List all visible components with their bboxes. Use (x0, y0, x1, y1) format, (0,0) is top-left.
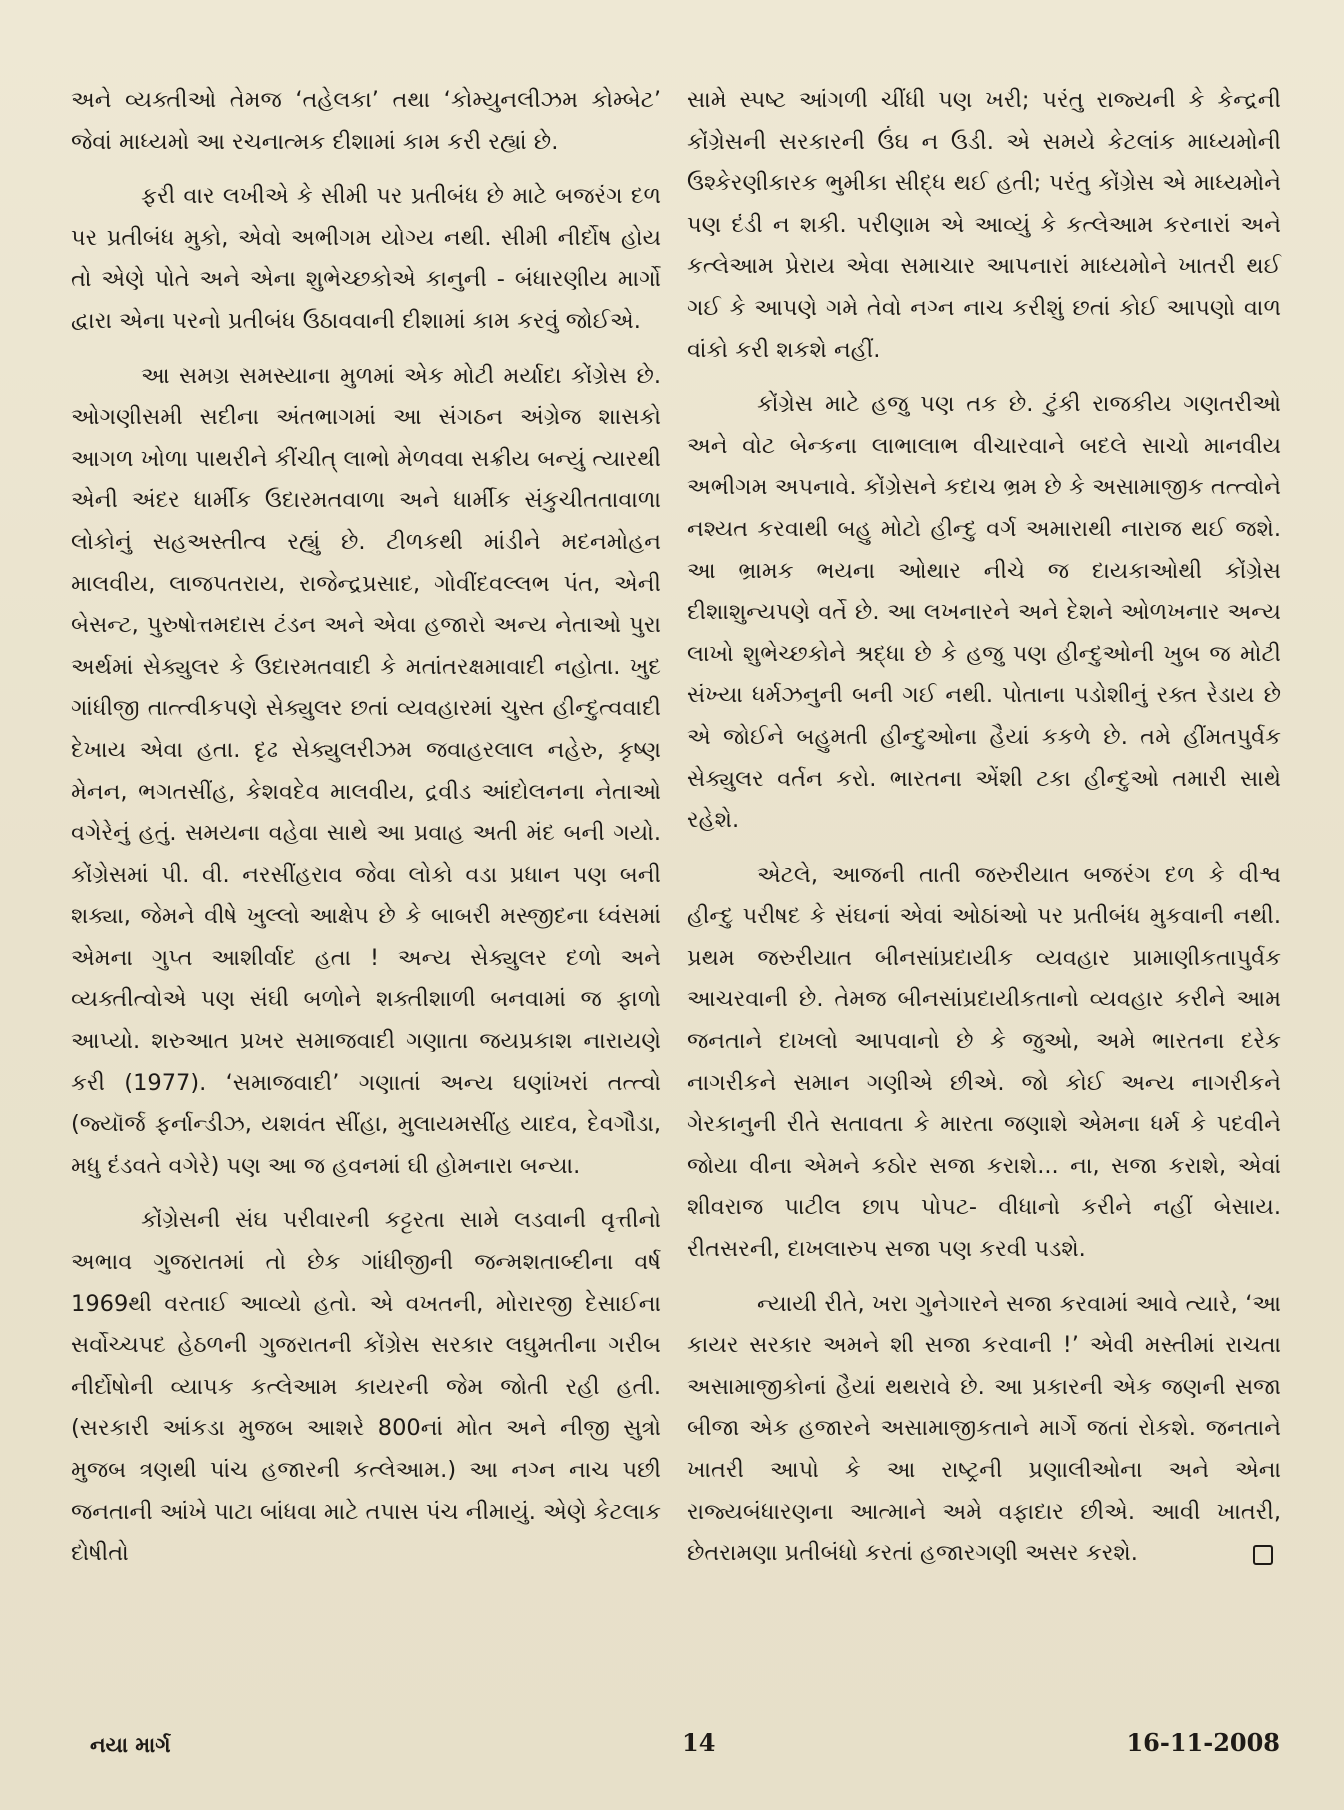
paragraph-final (687, 1284, 1281, 1575)
paragraph: એટલે, આજની તાતી જરુરીયાત બજરંગ દળ કે વીશ્વ હીન્દુ પરીષદ કે સંઘનાં એવાં ઓઠાંઓ પર પ્રતીબંધ મુકવાની નથી. પ્રથમ જરુરીયાત બીનસાંપ્રદાયીક વ્યવહાર પ્રામાણીકતાપુર્વક આચરવાની છે. તેમજ બીનસાંપ્રદાયીકતાનો વ્યવહાર કરીને આમ જનતાને દાખલો આપવાનો છે કે જુઓ, અમે ભારતના દરેક નાગરીકને સમાન ગણીએ છીએ. જો કોઈ અન્ય નાગરીકને ગેરકાનુની રીતે સતાવતા કે મારતા જણાશે એમના ધર્મ કે પદવીને જોયા વીના એમને કઠોર સજા કરાશે... ના, સજા કરાશે, એવાં શીવરાજ પાટીલ છાપ પોપટ- વીધાનો કરીને નહીં બેસાય. રીતસરની, દાખલારુપ સજા પણ કરવી પડશે. (687, 861, 1281, 1263)
publication-name: નયા માર્ગ (90, 1732, 171, 1757)
paragraph-final-text: ન્યાયી રીતે, ખરા ગુનેગારને સજા કરવામાં આવે ત્યારે, ‘આ કાયર સરકાર અમને શી સજા કરવાની !’ એવી મસ્તીમાં રાચતા અસામાજીકોનાં હૈયાં થથરાવે છે. આ પ્રકારની એક જણની સજા બીજા એક હજારને અસામાજીકતાને માર્ગે જતાં રોકશે. જનતાને ખાતરી આપો કે આ રાષ્ટ્રની પ્રણાલીઓના અને એના રાજ્યબંધારણના આત્માને અમે વફાદાર છીએ. આવી ખાતરી, છેતરામણા પ્રતીબંધો કરતાં હજારગણી અસર કરશે. (687, 1290, 1281, 1567)
end-of-article-icon (1253, 1545, 1273, 1565)
issue-date: 16-11-2008 (1126, 1728, 1280, 1757)
paragraph: આ સમગ્ર સમસ્યાના મુળમાં એક મોટી મર્યાદા કોંગ્રેસ છે. ઓગણીસમી સદીના અંતભાગમાં આ સંગઠન અંગ્રેજ શાસકો આગળ ખોળા પાથરીને કીંચીત્ લાભો મેળવવા સક્રીય બન્યું ત્યારથી એની અંદર ધાર્મીક ઉદારમતવાળા અને ધાર્મીક સંકુચીતતાવાળા લોકોનું સહઅસ્તીત્વ રહ્યું છે. ટીળકથી માંડીને મદનમોહન માલવીય, લાજપતરાય, રાજેન્દ્રપ્રસાદ, ગોવીંદવલ્લભ પંત, એની બેસન્ટ, પુરુષોત્તમદાસ ટંડન અને એવા હજારો અન્ય નેતાઓ પુરા અર્થમાં સેક્યુલર કે ઉદારમતવાદી કે મતાંતરક્ષમાવાદી નહોતા. ખુદ ગાંધીજી તાત્ત્વીકપણે સેક્યુલર છતાં વ્યવહારમાં ચુસ્ત હીન્દુત્વવાદી દેખાય એવા હતા. દૃઢ સેક્યુલરીઝમ જવાહરલાલ નહેરુ, કૃષ્ણ મેનન, ભગતસીંહ, કેશવદેવ માલવીય, દ્રવીડ આંદોલનના નેતાઓ વગેરેનું હતું. સમયના વહેવા સાથે આ પ્રવાહ અતી મંદ બની ગયો. કોંગ્રેસમાં પી. વી. નરસીંહરાવ જેવા લોકો વડા પ્રધાન પણ બની શક્યા, જેમને વીષે ખુલ્લો આક્ષેપ છે કે બાબરી મસ્જીદના ધ્વંસમાં એમના ગુપ્ત આશીર્વાદ હતા ! અન્ય સેક્યુલર દળો અને વ્યક્તીત્વોએ પણ સંઘી બળોને શક્તીશાળી બનવામાં જ ફાળો આપ્યો. શરુઆત પ્રખર સમાજવાદી ગણાતા જયપ્રકાશ નારાયણે કરી (1977). ‘સમાજવાદી’ ગણાતાં અન્ય ઘણાંખરાં તત્ત્વો (જ્યૉર્જ ફર્નાન્ડીઝ, યશવંત સીંહા, મુલાયમસીંહ યાદવ, દેવગૌડા, મધુ દંડવતે વગેરે) પણ આ જ હવનમાં ઘી હોમનારા બન્યા. (71, 362, 661, 1179)
paragraph: કોંગ્રેસની સંઘ પરીવારની કટ્ટરતા સામે લડવાની વૃત્તીનો અભાવ ગુજરાતમાં તો છેક ગાંધીજીની જન્મશતાબ્દીના વર્ષ 1969થી વરતાઈ આવ્યો હતો. એ વખતની, મોરારજી દેસાઈના સર્વોચ્ચપદ હેઠળની ગુજરાતની કોંગ્રેસ સરકાર લઘુમતીના ગરીબ નીર્દોષોની વ્યાપક કત્લેઆમ કાયરની જેમ જોતી રહી હતી. (સરકારી આંકડા મુજબ આશરે 800નાં મોત અને નીજી સુત્રો મુજબ ત્રણથી પાંચ હજારની કત્લેઆમ.) આ નગ્ન નાચ પછી જનતાની આંખે પાટા બાંધવા માટે તપાસ પંચ નીમાયું. એણે કેટલાક દોષીતો (71, 1207, 661, 1567)
article-column-right (687, 80, 1281, 1588)
paragraph: અને વ્યક્તીઓ તેમજ ‘તહેલકા’ તથા ‘કોમ્યુનલીઝમ કોમ્બેટ’ જેવાં માધ્યમો આ રચનાત્મક દીશામાં કામ કરી રહ્યાં છે. (71, 87, 661, 155)
paragraph: સામે સ્પષ્ટ આંગળી ચીંધી પણ ખરી; પરંતુ રાજ્યની કે કેન્દ્રની કોંગ્રેસની સરકારની ઉંઘ ન ઉડી. એ સમયે કેટલાંક માધ્યમોની ઉશ્કેરણીકારક ભુમીકા સીદ્ધ થઈ હતી; પરંતુ કોંગ્રેસ એ માધ્યમોને પણ દંડી ન શકી. પરીણામ એ આવ્યું કે કત્લેઆમ કરનારાં અને કત્લેઆમ પ્રેરાય એવા સમાચાર આપનારાં માધ્યમોને ખાતરી થઈ ગઈ કે આપણે ગમે તેવો નગ્ન નાચ કરીશું છતાં કોઈ આપણો વાળ વાંકો કરી શકશે નહીં. (687, 87, 1281, 363)
page-number: 14 (682, 1728, 716, 1757)
article-column-left (71, 80, 661, 1588)
paragraph: કોંગ્રેસ માટે હજુ પણ તક છે. ટુંકી રાજકીય ગણતરીઓ અને વોટ બેન્કના લાભાલાભ વીચારવાને બદલે સાચો માનવીય અભીગમ અપનાવે. કોંગ્રેસને કદાચ ભ્રમ છે કે અસામાજીક તત્ત્વોને નશ્યત કરવાથી બહુ મોટો હીન્દુ વર્ગ અમારાથી નારાજ થઈ જશે. આ ભ્રામક ભયના ઓથાર નીચે જ દાયકાઓથી કોંગ્રેસ દીશાશુન્યપણે વર્તે છે. આ લખનારને અને દેશને ઓળખનાર અન્ય લાખો શુભેચ્છકોને શ્રદ્ધા છે કે હજુ પણ હીન્દુઓની ખુબ જ મોટી સંખ્યા ધર્મઝનુની બની ગઈ નથી. પોતાના પડોશીનું રક્ત રેડાય છે એ જોઈને બહુમતી હીન્દુઓના હૈયાં કકળે છે. તમે હીંમતપુર્વક સેક્યુલર વર્તન કરો. ભારતના એંશી ટકા હીન્દુઓ તમારી સાથે રહેશે. (687, 391, 1281, 834)
paragraph: ફરી વાર લખીએ કે સીમી પર પ્રતીબંધ છે માટે બજરંગ દળ પર પ્રતીબંધ મુકો, એવો અભીગમ યોગ્ય નથી. સીમી નીર્દોષ હોય તો એણે પોતે અને એના શુભેચ્છકોએ કાનુની - બંધારણીય માર્ગો દ્વારા એના પરનો પ્રતીબંધ ઉઠાવવાની દીશામાં કામ કરવું જોઈએ. (71, 183, 661, 334)
page-footer (0, 1720, 1344, 1780)
